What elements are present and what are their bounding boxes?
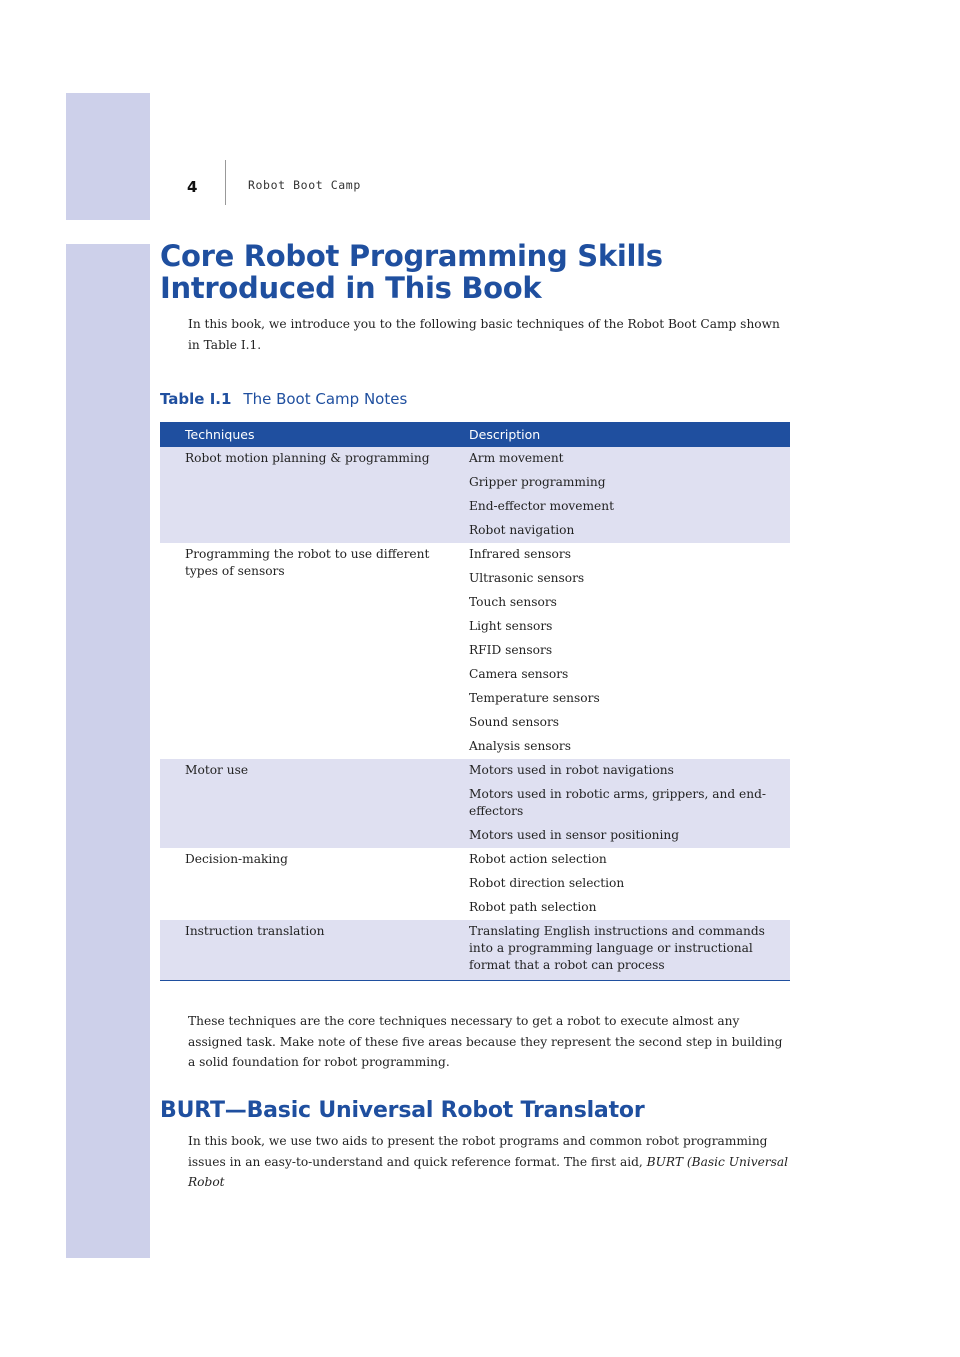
running-head: Robot Boot Camp	[248, 178, 361, 192]
description-cell	[469, 759, 790, 848]
table-number: Table I.1	[160, 390, 232, 408]
description-item: Robot action selection	[469, 852, 607, 866]
description-item: Translating English instructions and commands into a programming language or instructional format that a robot can process	[469, 924, 765, 972]
description-item: Analysis sensors	[469, 739, 571, 753]
description-cell	[469, 920, 790, 981]
table-caption	[160, 390, 407, 408]
description-item: Robot navigation	[469, 523, 575, 537]
technique-cell: Programming the robot to use different types of sensors	[185, 547, 430, 578]
page-number: 4	[187, 178, 198, 196]
table-row	[160, 447, 790, 543]
table-row	[160, 920, 790, 981]
description-item: Motors used in sensor positioning	[469, 828, 680, 842]
column-header-description: Description	[469, 422, 790, 447]
burt-acronym-text: BURT (Basic Universal Robot	[188, 1154, 789, 1190]
description-item: End-effector movement	[469, 499, 615, 513]
description-item: Gripper programming	[469, 475, 606, 489]
description-cell	[469, 447, 790, 543]
sidebar-band	[66, 244, 150, 1258]
table-title: The Boot Camp Notes	[243, 390, 408, 408]
description-item: Ultrasonic sensors	[469, 571, 585, 585]
column-header-techniques: Techniques	[160, 422, 469, 447]
description-item: Robot direction selection	[469, 876, 625, 890]
table-header-row	[160, 422, 790, 447]
description-item: Sound sensors	[469, 715, 560, 729]
sidebar-band-top	[66, 93, 150, 220]
description-item: Camera sensors	[469, 667, 569, 681]
description-item: Motors used in robotic arms, grippers, and end-effectors	[469, 787, 767, 818]
description-item: Light sensors	[469, 619, 553, 633]
summary-paragraph: These techniques are the core techniques necessary to get a robot to execute almost any assigned task. Make note of these five areas because they represent the second step in building a solid foundation for robot programming.	[188, 1014, 783, 1070]
description-item: RFID sensors	[469, 643, 553, 657]
description-item: Arm movement	[469, 451, 564, 465]
description-cell	[469, 848, 790, 920]
table-row	[160, 759, 790, 848]
table-row	[160, 543, 790, 759]
section-heading-core-skills: Core Robot Programming Skills Introduced in This Book	[160, 239, 663, 305]
boot-camp-table	[160, 422, 790, 981]
burt-text: In this book, we use two aids to present the robot programs and common robot programming issues in an easy-to-understand and quick reference format. The first aid,	[188, 1134, 768, 1169]
description-item: Touch sensors	[469, 595, 557, 609]
technique-cell: Robot motion planning & programming	[160, 447, 469, 543]
burt-paragraph	[188, 1131, 792, 1193]
technique-cell: Decision-making	[185, 852, 288, 866]
description-cell	[469, 543, 790, 759]
table-row	[160, 848, 790, 920]
intro-paragraph: In this book, we introduce you to the following basic techniques of the Robot Boot Camp shown in Table I.1.	[188, 317, 780, 352]
description-item: Infrared sensors	[469, 547, 571, 561]
technique-cell: Instruction translation	[160, 920, 469, 981]
description-item: Temperature sensors	[469, 691, 600, 705]
section-heading-burt: BURT—Basic Universal Robot Translator	[160, 1098, 645, 1123]
technique-cell: Motor use	[160, 759, 469, 848]
header-divider	[225, 160, 226, 205]
description-item: Robot path selection	[469, 900, 597, 914]
description-item: Motors used in robot navigations	[469, 763, 674, 777]
